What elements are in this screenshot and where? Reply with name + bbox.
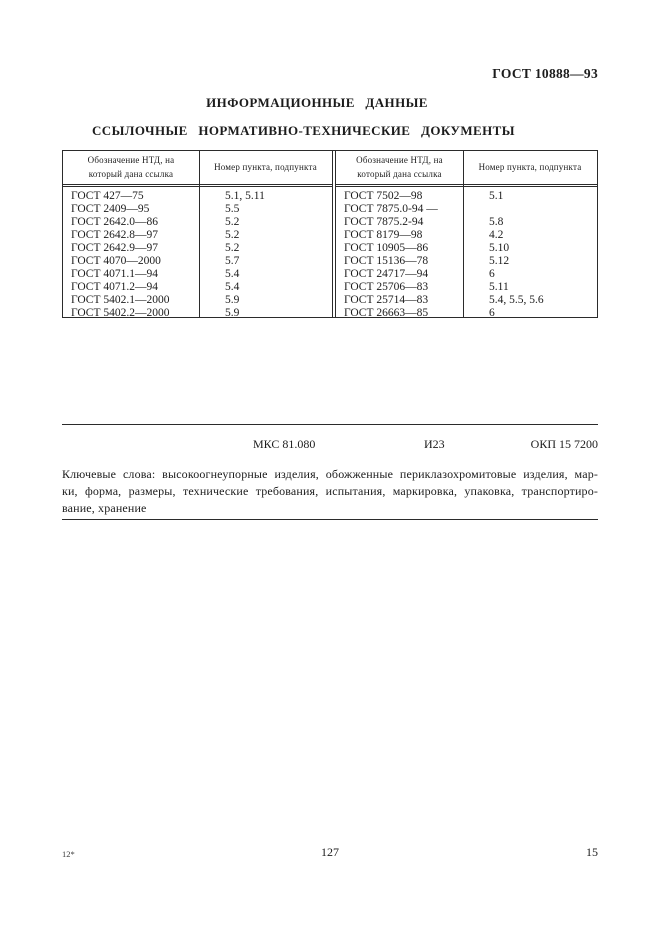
- table-body-left: [63, 187, 332, 320]
- clause-column-header: Номер пункта, подпункта: [214, 161, 317, 172]
- clause-reference: 5.9: [225, 307, 240, 319]
- table-row: [336, 268, 597, 281]
- mks-code: МКС 81.080: [253, 437, 316, 451]
- ntd-reference: ГОСТ 2642.8—97: [71, 229, 159, 241]
- ntd-reference: ГОСТ 24717—94: [344, 268, 429, 280]
- table-row: [63, 294, 332, 307]
- ntd-reference: ГОСТ 4070—2000: [71, 255, 161, 267]
- table-body-right: [336, 187, 597, 320]
- standard-number: ГОСТ 10888—93: [492, 66, 598, 81]
- clause-reference: 5.2: [225, 242, 240, 254]
- clause-reference: 6: [489, 268, 495, 280]
- keywords-paragraph: [62, 466, 598, 516]
- keywords-line: вание, хранение: [62, 500, 147, 515]
- footer-page-number-right: 15: [586, 845, 598, 859]
- table-row: [63, 190, 332, 203]
- ntd-reference: ГОСТ 427—75: [71, 190, 144, 202]
- ntd-reference: ГОСТ 7875.0-94 —: [344, 203, 438, 215]
- clause-reference: 4.2: [489, 229, 504, 241]
- footer-signature: 12*: [62, 849, 75, 859]
- keywords-line: ки, форма, размеры, технические требования, испытания, маркировка, упаковка, транспортиро-: [62, 483, 598, 498]
- ntd-reference: ГОСТ 15136—78: [344, 255, 429, 267]
- okp-code: ОКП 15 7200: [530, 437, 598, 451]
- table-header-row: [63, 151, 332, 187]
- ntd-reference: ГОСТ 2642.0—86: [71, 216, 159, 228]
- references-table: [62, 150, 598, 318]
- table-row: [63, 216, 332, 229]
- ntd-column-header: Обозначение НТД, на который дана ссылка: [87, 155, 175, 179]
- table-row: [63, 268, 332, 281]
- horizontal-rule-top: [62, 424, 598, 425]
- ntd-reference: ГОСТ 4071.2—94: [71, 281, 159, 293]
- clause-reference: 5.1: [489, 190, 504, 202]
- table-row: [63, 255, 332, 268]
- references-table-right-half: [336, 151, 597, 317]
- clause-reference: 5.11: [489, 281, 509, 293]
- clause-reference: 5.10: [489, 242, 510, 254]
- clause-reference: 5.7: [225, 255, 240, 267]
- table-row: [336, 294, 597, 307]
- ntd-reference: ГОСТ 7502—98: [344, 190, 423, 202]
- ntd-column-header: Обозначение НТД, на который дана ссылка: [356, 155, 443, 179]
- clause-reference: [463, 203, 597, 216]
- footer-page-number-center: 127: [321, 845, 339, 859]
- section-subtitle: ССЫЛОЧНЫЕ НОРМАТИВНО-ТЕХНИЧЕСКИЕ ДОКУМЕНТЫ: [92, 123, 515, 138]
- clause-reference: 6: [489, 307, 495, 319]
- section-title: ИНФОРМАЦИОННЫЕ ДАННЫЕ: [206, 95, 428, 110]
- table-row: [336, 190, 597, 203]
- clause-reference: 5.2: [225, 229, 240, 241]
- clause-column-header: Номер пункта, подпункта: [478, 161, 582, 172]
- clause-reference: 5.1, 5.11: [225, 190, 265, 202]
- table-header-row: [336, 151, 597, 187]
- ntd-reference: ГОСТ 10905—86: [344, 242, 429, 254]
- clause-reference: 5.8: [489, 216, 504, 228]
- clause-reference: 5.4: [225, 281, 240, 293]
- clause-reference: 5.4, 5.5, 5.6: [489, 294, 544, 306]
- ntd-reference: ГОСТ 25714—83: [344, 294, 429, 306]
- clause-reference: 5.12: [489, 255, 510, 267]
- horizontal-rule-bottom: [62, 519, 598, 520]
- table-row: [63, 203, 332, 216]
- table-row: [63, 242, 332, 255]
- references-table-left-half: [63, 151, 332, 317]
- table-row: [336, 255, 597, 268]
- clause-reference: 5.9: [225, 294, 240, 306]
- table-row: [336, 229, 597, 242]
- ntd-reference: ГОСТ 5402.2—2000: [71, 307, 170, 319]
- ntd-reference: ГОСТ 2409—95: [71, 203, 150, 215]
- ntd-reference: ГОСТ 25706—83: [344, 281, 429, 293]
- table-row: [336, 307, 597, 320]
- ntd-reference: ГОСТ 4071.1—94: [71, 268, 159, 280]
- ntd-reference: ГОСТ 5402.1—2000: [71, 294, 170, 306]
- clause-reference: 5.2: [225, 216, 240, 228]
- table-row: [336, 203, 597, 216]
- ntd-reference: ГОСТ 2642.9—97: [71, 242, 159, 254]
- table-row: [63, 281, 332, 294]
- classification-codes: [62, 437, 598, 453]
- table-row: [336, 216, 597, 229]
- clause-reference: 5.5: [225, 203, 240, 215]
- ntd-reference: ГОСТ 7875.2-94: [344, 216, 424, 228]
- keywords-line: Ключевые слова: высокоогнеупорные изделия, обожженные периклазохромитовые изделия, мар-: [62, 467, 598, 481]
- clause-reference: 5.4: [225, 268, 240, 280]
- table-row: [63, 307, 332, 320]
- table-row: [336, 242, 597, 255]
- table-row: [63, 229, 332, 242]
- change-code: И23: [424, 437, 445, 451]
- table-row: [336, 281, 597, 294]
- ntd-reference: ГОСТ 26663—85: [344, 307, 429, 319]
- ntd-reference: ГОСТ 8179—98: [344, 229, 423, 241]
